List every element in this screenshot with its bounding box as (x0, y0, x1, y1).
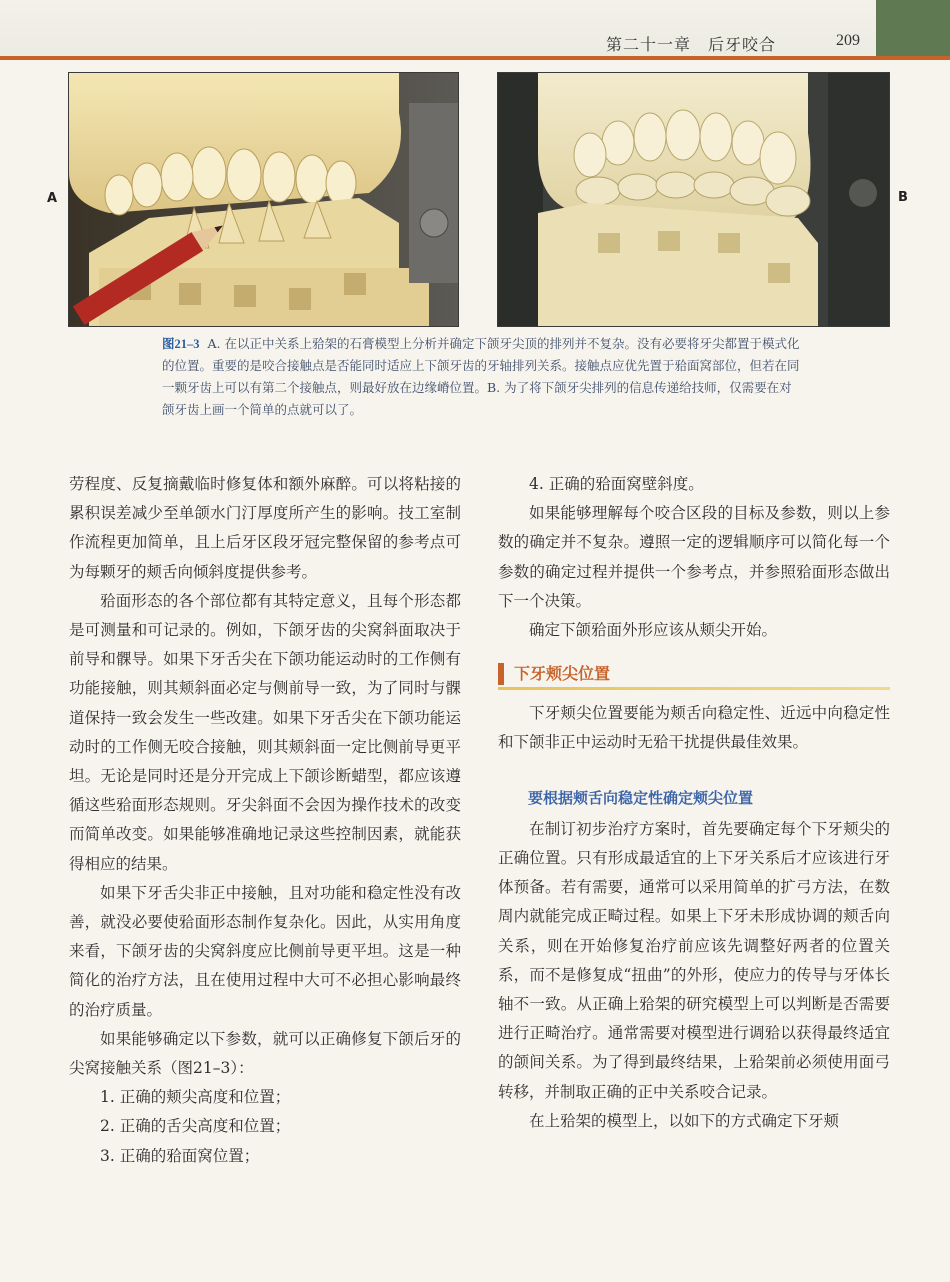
paragraph: 如果能够确定以下参数，就可以正确修复下颌后牙的尖窝接触关系（图21–3）： (69, 1029, 461, 1078)
paragraph: 确定下颌𬌗面外形应该从颊尖开始。 (529, 621, 778, 640)
left-column (69, 470, 461, 1171)
paragraph: 如果下牙舌尖非正中接触，且对功能和稳定性没有改善，就没必要使𬌗面形态制作复杂化。因此，从实用角度来看，下颌牙齿的尖窝斜度应比侧前导更平坦。这是一种简化的治疗方法，且在使用过程中大可不必担心影响最终的治疗质量。 (69, 883, 461, 1019)
list-item: 1. 正确的颊尖高度和位置； (100, 1088, 291, 1107)
list-item: 2. 正确的舌尖高度和位置； (100, 1117, 291, 1136)
panel-label-a: A (47, 191, 58, 206)
paragraph: 在制订初步治疗方案时，首先要确定每个下牙颊尖的正确位置。只有形成最适宜的上下牙关系后才应该进行牙体预备。若有需要，通常可以采用简单的扩弓方法，在数周内就能完成正畸过程。如果上下牙未形成协调的颊舌向关系，则在开始修复治疗前应该先调整好两者的位置关系，而不是修复成“扭曲”的外形，使应力的传导与牙体长轴不一致。从正确上𬌗架的研究模型上可以判断是否需要进行正畸治疗。通常需要对模型进行调𬌗以获得最终适宜的颌间关系。为了得到最终结果，上𬌗架前必须使用面弓转移，并制取正确的正中关系咬合记录。 (498, 819, 890, 1101)
header-rule (0, 56, 950, 60)
page-number: 209 (836, 32, 860, 49)
section-title: 下牙颊尖位置 (514, 664, 611, 684)
caption-text: A. 在以正中关系上𬌗架的石膏模型上分析并确定下颌牙尖顶的排列并不复杂。没有必要将牙尖都置于模式化的位置。重要的是咬合接触点是否能同时适应上下颌牙齿的牙轴排列关系。接触点应优先置于𬌗面窝部位，但若在同一颗牙齿上可以有第二个接触点，则最好放在边缘嵴位置。B. 为了将下颌牙尖排列的信息传递给技师，仅需要在对颌牙齿上画一个简单的点就可以了。 (162, 336, 800, 417)
figure-photo-a (68, 72, 459, 327)
header-color-tab (876, 0, 950, 56)
list-item: 3. 正确的𬌗面窝位置； (100, 1146, 260, 1165)
page-header (0, 0, 950, 58)
right-column (498, 470, 890, 1136)
list-item: 4. 正确的𬌗面窝壁斜度。 (529, 475, 704, 493)
panel-label-b: B (898, 190, 908, 205)
paragraph: 如果能够理解每个咬合区段的目标及参数，则以上参数的确定并不复杂。遵照一定的逻辑顺序可以简化每一个参数的确定过程并提供一个参考点，并参照𬌗面形态做出下一个决策。 (498, 504, 890, 610)
figure-number: 图21–3 (162, 337, 200, 351)
figure-caption (162, 333, 802, 421)
paragraph: 在上𬌗架的模型上，以如下的方式确定下牙颊 (529, 1111, 840, 1130)
paragraph: 𬌗面形态的各个部位都有其特定意义，且每个形态都是可测量和可记录的。例如，下颌牙齿的尖窝斜面取决于前导和髁导。如果下牙舌尖在下颌功能运动时的工作侧有功能接触，则其颊斜面必定与侧前导一致，为了同时与髁道保持一致会发生一些改建。如果下牙舌尖在下颌功能运动时的工作侧无咬合接触，则其颊斜面一定比侧前导更平坦。无论是同时还是分开完成上下颌诊断蜡型，都应该遵循这些𬌗面形态规则。牙尖斜面不会因为操作技术的改变而简单改变。如果能够准确地记录这些控制因素，就能获得相应的结果。 (69, 591, 461, 873)
subheading: 要根据颊舌向稳定性确定颊尖位置 (528, 788, 754, 807)
section-heading-bar (498, 663, 504, 685)
chapter-title: 第二十一章 后牙咬合 (606, 35, 777, 54)
dental-model-photo-a (69, 73, 459, 327)
dental-model-photo-b (498, 73, 890, 327)
section-heading (498, 659, 890, 693)
paragraph: 下牙颊尖位置要能为颊舌向稳定性、近远中向稳定性和下颌非正中运动时无𬌗干扰提供最佳效果。 (498, 704, 890, 752)
figure-photo-b (497, 72, 890, 327)
section-heading-rule (498, 687, 890, 690)
paragraph: 劳程度、反复摘戴临时修复体和额外麻醉。可以将粘接的累积误差减少至单颌水门汀厚度所产生的影响。技工室制作流程更加简单，且上后牙区段牙冠完整保留的参考点可为每颗牙的颊舌向倾斜度提供参考。 (69, 475, 461, 581)
